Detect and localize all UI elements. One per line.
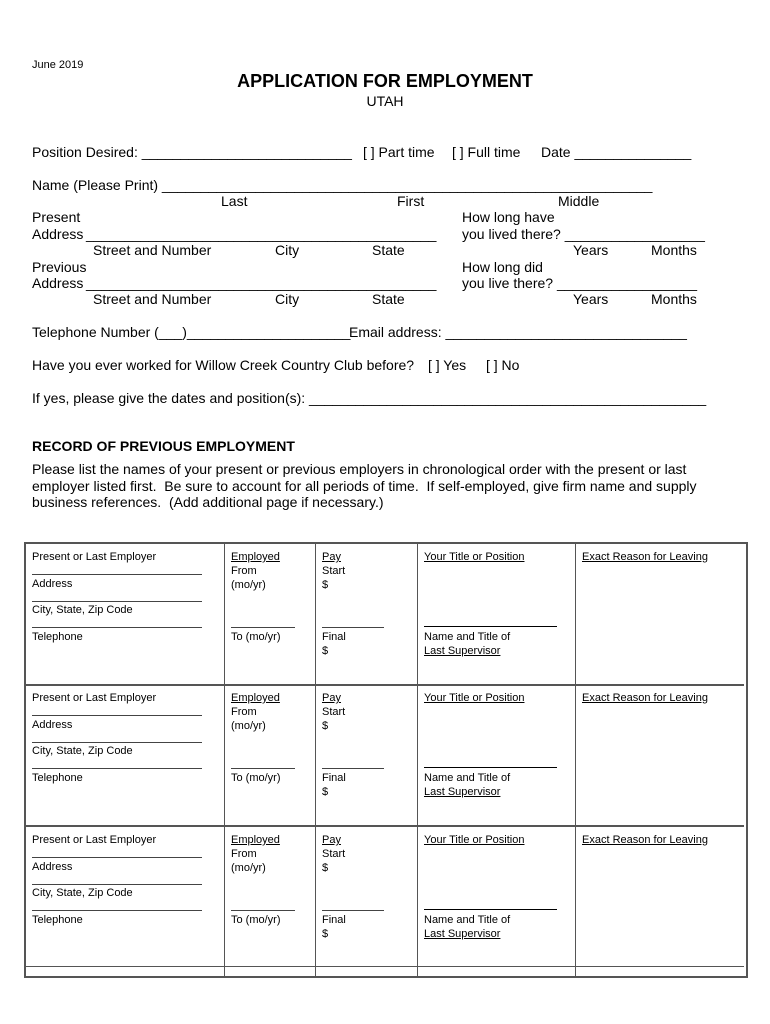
supervisor-label: Name and Title of [424, 914, 511, 926]
employer-label: Present or Last Employer [32, 834, 157, 846]
part-time-checkbox[interactable]: [ ] Part time [363, 144, 435, 160]
present-years-label: Years [573, 242, 609, 258]
city-state-zip-field[interactable] [32, 627, 202, 628]
pay-start-field[interactable]: $ [322, 579, 329, 591]
date-field[interactable]: Date _______________ [541, 144, 692, 160]
present-how-long-label: How long have [462, 209, 555, 225]
form-date: June 2019 [32, 59, 84, 71]
pay-final-field[interactable]: $ [322, 645, 329, 657]
previous-state-label: State [372, 291, 405, 307]
pay-final-field[interactable]: $ [322, 928, 329, 940]
previous-label: Previous [32, 259, 87, 275]
to-date-line[interactable] [231, 627, 295, 628]
employer-label: Present or Last Employer [32, 692, 157, 704]
full-time-checkbox[interactable]: [ ] Full time [452, 144, 521, 160]
from-moyr-field[interactable]: (mo/yr) [231, 579, 266, 591]
pay-label: Pay [322, 551, 341, 563]
to-moyr-field[interactable]: To (mo/yr) [231, 914, 281, 926]
employer-field[interactable] [32, 715, 202, 716]
previous-how-long-label: How long did [462, 259, 543, 275]
name-middle-label: Middle [558, 193, 600, 209]
willow-creek-question: Have you ever worked for Willow Creek Country Club before? [32, 357, 415, 373]
from-moyr-field[interactable]: (mo/yr) [231, 720, 266, 732]
title-position-field[interactable] [424, 626, 557, 627]
address-label: Address [32, 578, 73, 590]
reason-leaving-label: Exact Reason for Leaving [582, 692, 708, 704]
previous-years-label: Years [573, 291, 609, 307]
supervisor-label: Name and Title of [424, 772, 511, 784]
address-label: Address [32, 719, 73, 731]
pay-divider-line [322, 627, 384, 628]
telephone-label: Telephone [32, 914, 83, 926]
title-position-field[interactable] [424, 909, 557, 910]
email-field[interactable]: Email address: _______________________________ [349, 324, 687, 340]
reason-leaving-label: Exact Reason for Leaving [582, 551, 708, 563]
telephone-label: Telephone [32, 631, 83, 643]
willow-creek-no-checkbox[interactable]: [ ] No [486, 357, 520, 373]
to-moyr-field[interactable]: To (mo/yr) [231, 772, 281, 784]
position-desired-field[interactable]: Position Desired: ___________________________ [32, 144, 352, 160]
present-label: Present [32, 209, 81, 225]
present-state-label: State [372, 242, 405, 258]
employer-label: Present or Last Employer [32, 551, 157, 563]
city-state-zip-field[interactable] [32, 910, 202, 911]
title-position-field[interactable] [424, 767, 557, 768]
employed-label: Employed [231, 834, 280, 846]
address-label: Address [32, 861, 73, 873]
from-label: From [231, 848, 257, 860]
telephone-field[interactable]: Telephone Number (___)_____________________ [32, 324, 351, 340]
employer-field[interactable] [32, 857, 202, 858]
dates-positions-field[interactable]: If yes, please give the dates and position(s): ___________________________________________________ [32, 390, 707, 406]
name-field[interactable]: Name (Please Print) _______________________________________________________________ [32, 177, 653, 193]
present-address-field[interactable]: _____________________________________________ [86, 226, 437, 242]
present-address-label: Address [32, 226, 84, 242]
previous-months-label: Months [651, 291, 697, 307]
employment-block [0, 550, 770, 685]
pay-label: Pay [322, 834, 341, 846]
employed-label: Employed [231, 551, 280, 563]
previous-duration-field[interactable]: you live there? __________________ [462, 275, 698, 291]
to-date-line[interactable] [231, 768, 295, 769]
employer-field[interactable] [32, 574, 202, 575]
to-moyr-field[interactable]: To (mo/yr) [231, 631, 281, 643]
pay-start-field[interactable]: $ [322, 862, 329, 874]
address-field[interactable] [32, 884, 202, 885]
willow-creek-yes-checkbox[interactable]: [ ] Yes [428, 357, 467, 373]
name-last-label: Last [221, 193, 248, 209]
pay-final-label: Final [322, 914, 346, 926]
city-state-zip-label: City, State, Zip Code [32, 887, 133, 899]
pay-start-field[interactable]: $ [322, 720, 329, 732]
last-supervisor-label: Last Supervisor [424, 786, 501, 798]
city-state-zip-label: City, State, Zip Code [32, 745, 133, 757]
last-supervisor-label: Last Supervisor [424, 645, 501, 657]
previous-address-field[interactable]: _____________________________________________ [86, 275, 437, 291]
record-instructions-line1: Please list the names of your present or previous employers in chronological order with the present or last [32, 461, 687, 477]
title-position-label: Your Title or Position [424, 834, 525, 846]
address-field[interactable] [32, 601, 202, 602]
city-state-zip-label: City, State, Zip Code [32, 604, 133, 616]
previous-street-label: Street and Number [93, 291, 212, 307]
previous-city-label: City [275, 291, 300, 307]
title-position-label: Your Title or Position [424, 692, 525, 704]
page-subtitle: UTAH [366, 93, 404, 109]
pay-final-field[interactable]: $ [322, 786, 329, 798]
from-moyr-field[interactable]: (mo/yr) [231, 862, 266, 874]
address-field[interactable] [32, 742, 202, 743]
present-city-label: City [275, 242, 300, 258]
pay-start-label: Start [322, 706, 346, 718]
record-instructions-line2: employer listed first. Be sure to account for all periods of time. If self-employed, give firm name and supply [32, 478, 697, 494]
pay-divider-line [322, 910, 384, 911]
employed-label: Employed [231, 692, 280, 704]
pay-final-label: Final [322, 631, 346, 643]
pay-start-label: Start [322, 565, 346, 577]
employment-block [0, 691, 770, 826]
to-date-line[interactable] [231, 910, 295, 911]
last-supervisor-label: Last Supervisor [424, 928, 501, 940]
reason-leaving-label: Exact Reason for Leaving [582, 834, 708, 846]
pay-label: Pay [322, 692, 341, 704]
title-position-label: Your Title or Position [424, 551, 525, 563]
page-title: APPLICATION FOR EMPLOYMENT [237, 71, 533, 91]
pay-divider-line [322, 768, 384, 769]
supervisor-label: Name and Title of [424, 631, 511, 643]
name-first-label: First [397, 193, 425, 209]
pay-start-label: Start [322, 848, 346, 860]
present-street-label: Street and Number [93, 242, 212, 258]
from-label: From [231, 565, 257, 577]
employment-block [0, 833, 770, 968]
record-heading: RECORD OF PREVIOUS EMPLOYMENT [32, 438, 295, 454]
from-label: From [231, 706, 257, 718]
present-months-label: Months [651, 242, 697, 258]
previous-address-label: Address [32, 275, 84, 291]
record-instructions-line3: business references. (Add additional page if necessary.) [32, 494, 384, 510]
city-state-zip-field[interactable] [32, 768, 202, 769]
present-duration-field[interactable]: you lived there? __________________ [462, 226, 705, 242]
pay-final-label: Final [322, 772, 346, 784]
telephone-label: Telephone [32, 772, 83, 784]
